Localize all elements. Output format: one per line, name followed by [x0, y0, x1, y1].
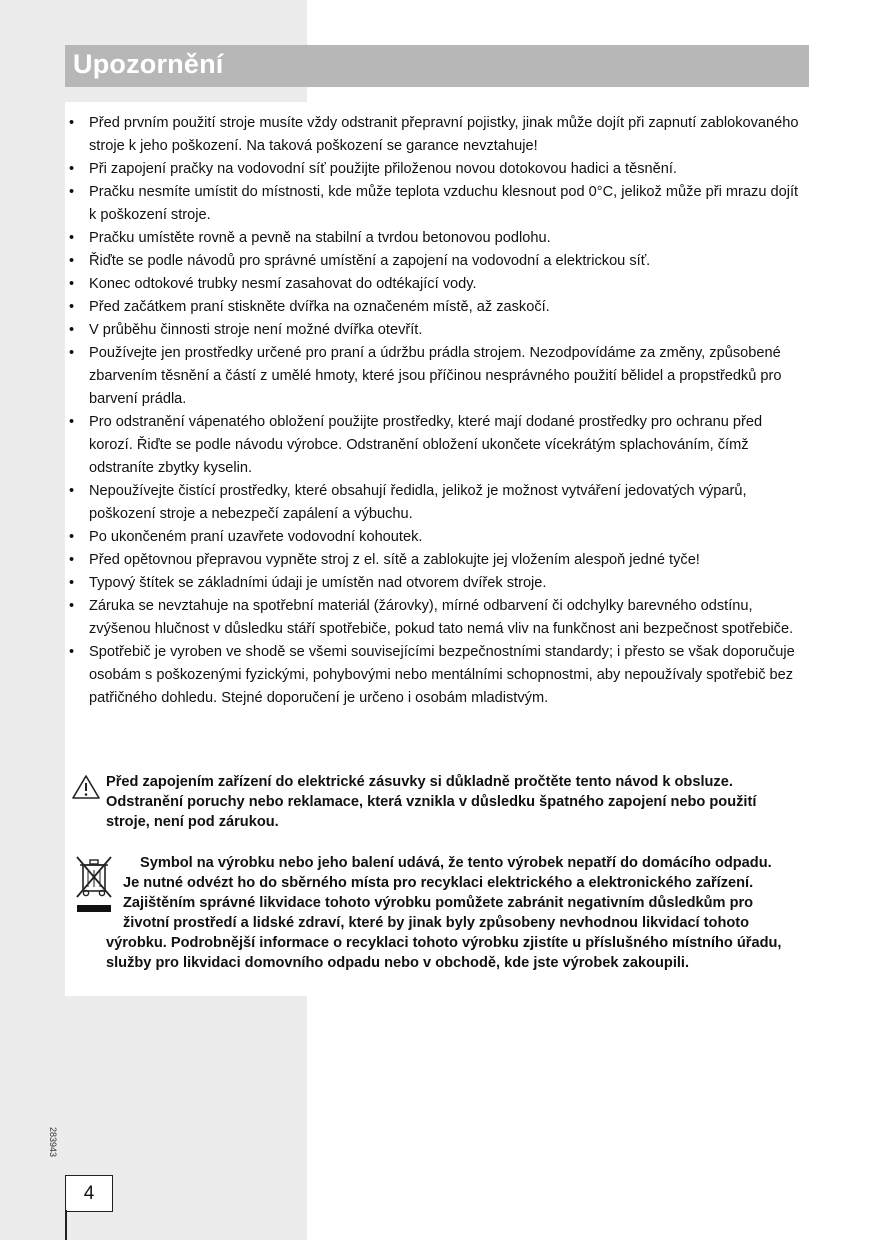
list-item: • Před prvním použití stroje musíte vždy odstranit přepravní pojistky, jinak může dojít při zapnutí zablokovaného stroje k jeho poškození. Na taková poškození se garance nevztahuje!: [65, 112, 805, 158]
list-item: • Záruka se nevztahuje na spotřební materiál (žárovky), mírné odbarvení či odchylky barevného odstínu, zvýšenou hlučnost v důsledku stáří spotřebiče, pokud tato nemá vliv na funkčnost ani bezpečnost spotřebiče.: [65, 595, 805, 641]
page-number: 4: [65, 1175, 113, 1212]
list-item: • Po ukončeném praní uzavřete vodovodní kohoutek.: [65, 526, 805, 549]
document-code-text: 283943: [48, 1127, 58, 1158]
electrical-warning-notice: [71, 772, 771, 832]
page-title: Upozornění: [73, 49, 224, 79]
list-item: • Pro odstranění vápenatého obložení použijte prostředky, které mají dodané prostředky pro ochranu před korozí. Řiďte se podle návodu výrobce. Odstranění obložení ukončete vícekrátým splachováním, čímž odstraníte zbytky kyselin.: [65, 411, 805, 480]
title-bar: [65, 45, 809, 87]
recycling-notice: [71, 853, 783, 973]
warning-triangle-icon: [71, 774, 101, 800]
warning-notice-text: Před zapojením zařízení do elektrické zásuvky si důkladně pročtěte tento návod k obsluze. Odstranění poruchy nebo reklamace, která vznikla v důsledku špatného zapojení nebo použití stroje, není pod zárukou.: [106, 774, 757, 830]
list-item: • Pračku umístěte rovně a pevně na stabilní a tvrdou betonovou podlohu.: [65, 227, 805, 250]
list-item: • Pračku nesmíte umístit do místnosti, kde může teplota vzduchu klesnout pod 0°C, jelikož může při mrazu dojít k poškození stroje.: [65, 181, 805, 227]
list-item: • Před opětovnou přepravou vypněte stroj z el. sítě a zablokujte jej vložením alespoň jedné tyče!: [65, 549, 805, 572]
list-item: • V průběhu činnosti stroje není možné dvířka otevřít.: [65, 319, 805, 342]
document-code: [42, 1127, 64, 1167]
list-item: • Konec odtokové trubky nesmí zasahovat do odtékající vody.: [65, 273, 805, 296]
crossed-bin-icon: [71, 853, 117, 917]
recycling-notice-text: Symbol na výrobku nebo jeho balení udává, že tento výrobek nepatří do domácího odpadu. Je nutné odvézt ho do sběrného místa pro recyklaci elektrického a elektronického zařízení. Zajištěním správné likvidace tohoto výrobku pomůžete zabránit negativním důsledkům pro životní prostředí a lidské zdraví, které by jinak byly způsobeny nevhodnou likvidací tohoto výrobku. Podrobnější informace o recyklaci tohoto výrobku zjistíte u příslušného místního úřadu, služby pro likvidaci domovního odpadu nebo v obchodě, kde jste výrobek zakoupili.: [106, 855, 782, 971]
warning-list: [65, 112, 805, 710]
list-item: • Spotřebič je vyroben ve shodě se všemi souvisejícími bezpečnostními standardy; i přesto se však doporučuje osobám s poškozenými fyzickými, pohybovými nebo mentálními schopnostmi, aby nepoužívaly spotřebič bez patřičného dohledu. Stejné doporučení je určeno i osobám mladistvým.: [65, 641, 805, 710]
list-item: • Typový štítek se základními údaji je umístěn nad otvorem dvířek stroje.: [65, 572, 805, 595]
list-item: • Nepoužívejte čistící prostředky, které obsahují ředidla, jelikož je možnost vytváření jedovatých výparů, poškození stroje a nebezpečí zapálení a výbuchu.: [65, 480, 805, 526]
list-item: • Při zapojení pračky na vodovodní síť použijte přiloženou novou dotokovou hadici a těsnění.: [65, 158, 805, 181]
list-item: • Používejte jen prostředky určené pro praní a údržbu prádla strojem. Nezodpovídáme za změny, způsobené zbarvením těsnění a částí z umělé hmoty, které jsou příčinou nesprávného použití bělidel a propstředků pro barvení prádla.: [65, 342, 805, 411]
content-panel: [65, 102, 809, 996]
list-item: • Před začátkem praní stiskněte dvířka na označeném místě, až zaskočí.: [65, 296, 805, 319]
page-number-rule: [65, 1210, 67, 1240]
list-item: • Řiďte se podle návodů pro správné umístění a zapojení na vodovodní a elektrickou síť.: [65, 250, 805, 273]
